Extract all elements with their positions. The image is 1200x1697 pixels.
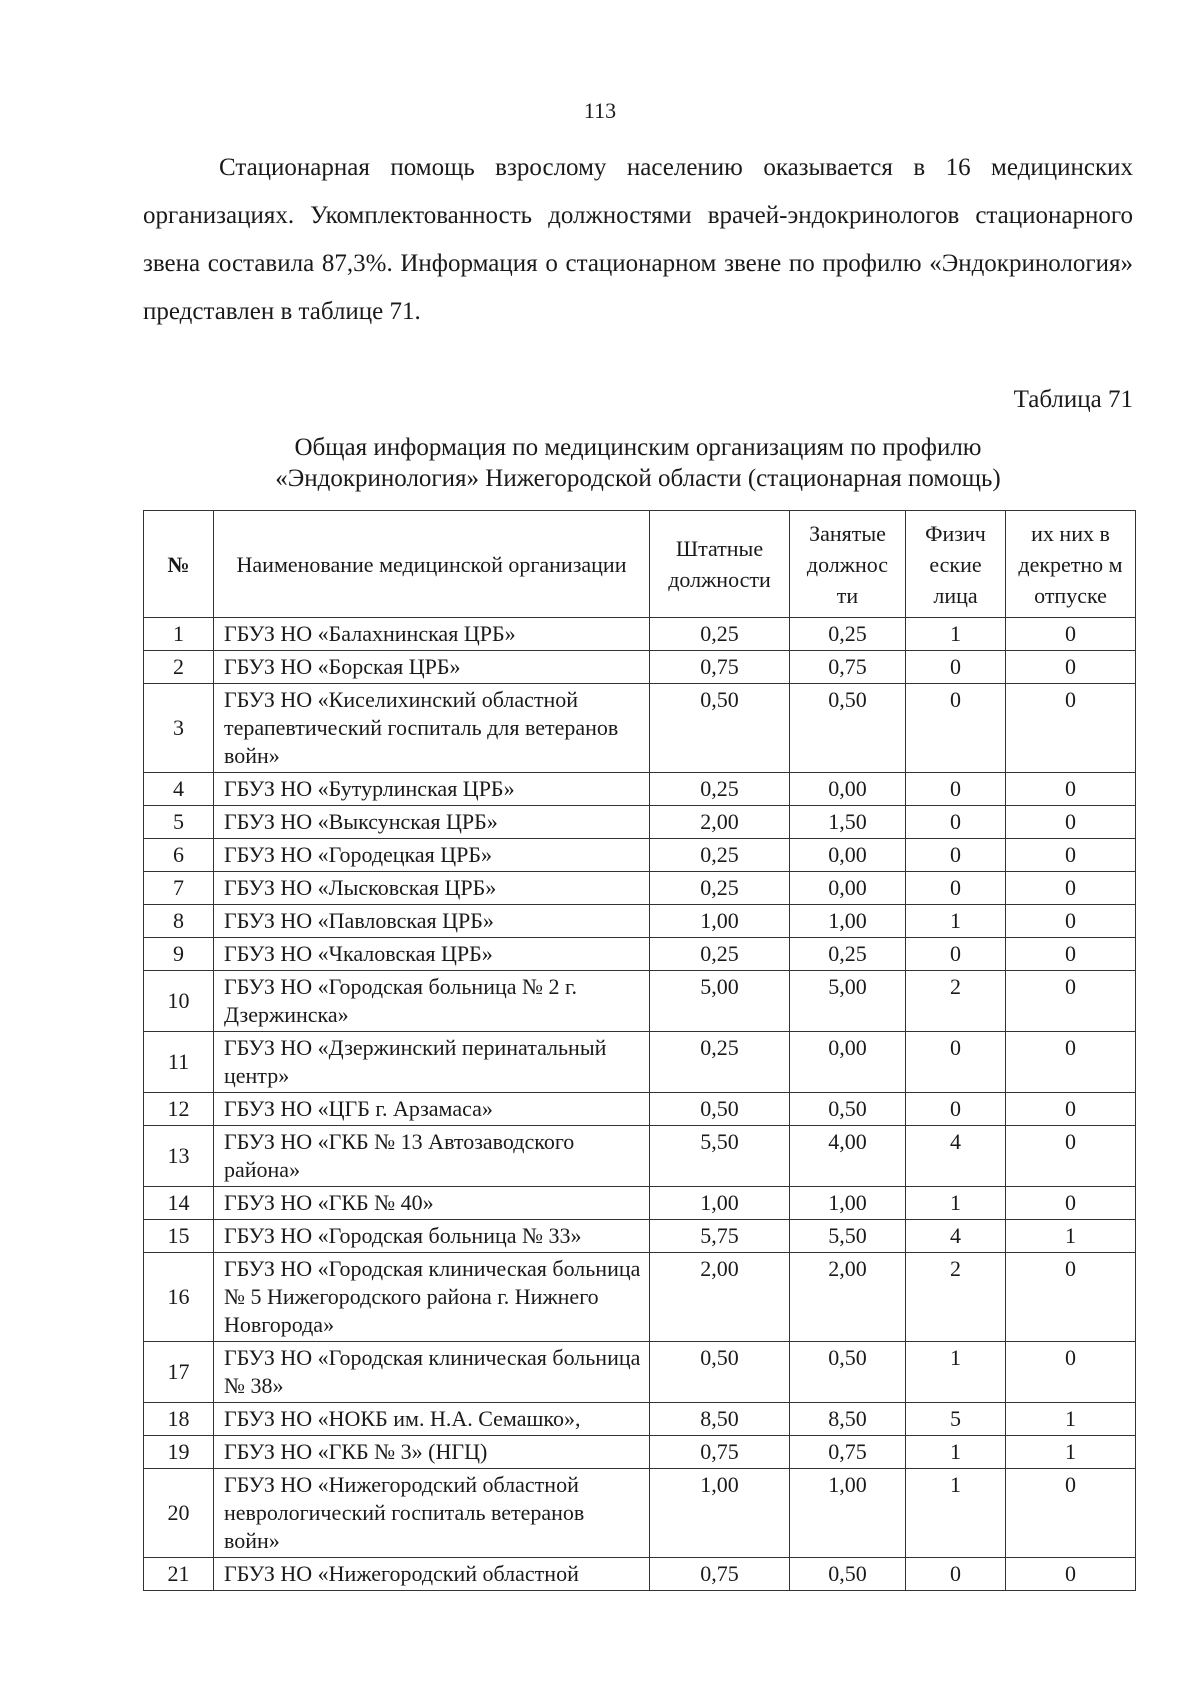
cell-staff-positions: 0,25 xyxy=(650,1032,790,1093)
cell-occupied-positions: 0,75 xyxy=(790,1436,906,1469)
cell-number: 20 xyxy=(144,1469,214,1558)
cell-organization-name: ГБУЗ НО «Дзержинский перинатальный центр» xyxy=(214,1032,650,1093)
cell-occupied-positions: 5,50 xyxy=(790,1220,906,1253)
cell-organization-name: ГБУЗ НО «Городская больница № 2 г. Дзержинска» xyxy=(214,971,650,1032)
cell-staff-positions: 1,00 xyxy=(650,1469,790,1558)
cell-number: 12 xyxy=(144,1093,214,1126)
cell-organization-name: ГБУЗ НО «Нижегородский областной xyxy=(214,1558,650,1591)
cell-staff-positions: 5,00 xyxy=(650,971,790,1032)
cell-number: 5 xyxy=(144,806,214,839)
table-row xyxy=(144,651,1136,684)
cell-organization-name: ГБУЗ НО «Бутурлинская ЦРБ» xyxy=(214,773,650,806)
intro-paragraph: Стационарная помощь взрослому населению оказывается в 16 медицинских организациях. Укомплектованность должностями врачей-эндокринологов стационарного звена составила 87,3%. Информация о стационарном звене по профилю «Эндокринология» представлен в таблице 71. xyxy=(143,154,1133,325)
table-row xyxy=(144,1342,1136,1403)
cell-occupied-positions: 0,75 xyxy=(790,651,906,684)
cell-occupied-positions: 1,00 xyxy=(790,1187,906,1220)
cell-physical-persons: 0 xyxy=(906,1032,1006,1093)
cell-maternity-leave: 0 xyxy=(1006,1469,1136,1558)
cell-physical-persons: 1 xyxy=(906,1436,1006,1469)
cell-staff-positions: 0,50 xyxy=(650,684,790,773)
cell-staff-positions: 0,75 xyxy=(650,1436,790,1469)
header-maternity-leave: их них в декретно м отпуске xyxy=(1006,511,1136,618)
cell-physical-persons: 2 xyxy=(906,971,1006,1032)
cell-occupied-positions: 0,50 xyxy=(790,684,906,773)
table-row xyxy=(144,773,1136,806)
cell-organization-name: ГБУЗ НО «НОКБ им. Н.А. Семашко», xyxy=(214,1403,650,1436)
cell-physical-persons: 0 xyxy=(906,1558,1006,1591)
cell-physical-persons: 1 xyxy=(906,905,1006,938)
cell-organization-name: ГБУЗ НО «ГКБ № 3» (НГЦ) xyxy=(214,1436,650,1469)
cell-organization-name: ГБУЗ НО «Выксунская ЦРБ» xyxy=(214,806,650,839)
cell-occupied-positions: 0,50 xyxy=(790,1342,906,1403)
cell-organization-name: ГБУЗ НО «Борская ЦРБ» xyxy=(214,651,650,684)
cell-maternity-leave: 1 xyxy=(1006,1220,1136,1253)
cell-number: 9 xyxy=(144,938,214,971)
cell-physical-persons: 0 xyxy=(906,839,1006,872)
cell-physical-persons: 4 xyxy=(906,1220,1006,1253)
cell-maternity-leave: 0 xyxy=(1006,938,1136,971)
cell-physical-persons: 2 xyxy=(906,1253,1006,1342)
table-row xyxy=(144,971,1136,1032)
table-row xyxy=(144,839,1136,872)
cell-maternity-leave: 0 xyxy=(1006,839,1136,872)
cell-maternity-leave: 1 xyxy=(1006,1403,1136,1436)
cell-maternity-leave: 0 xyxy=(1006,806,1136,839)
cell-number: 11 xyxy=(144,1032,214,1093)
cell-organization-name: ГБУЗ НО «ГКБ № 40» xyxy=(214,1187,650,1220)
header-occupied-positions: Занятые должнос ти xyxy=(790,511,906,618)
cell-staff-positions: 8,50 xyxy=(650,1403,790,1436)
cell-occupied-positions: 0,00 xyxy=(790,773,906,806)
cell-physical-persons: 5 xyxy=(906,1403,1006,1436)
cell-staff-positions: 0,50 xyxy=(650,1342,790,1403)
organizations-table xyxy=(143,510,1136,1591)
cell-organization-name: ГБУЗ НО «Городецкая ЦРБ» xyxy=(214,839,650,872)
cell-physical-persons: 1 xyxy=(906,1342,1006,1403)
cell-number: 8 xyxy=(144,905,214,938)
cell-staff-positions: 0,75 xyxy=(650,651,790,684)
table-row xyxy=(144,1093,1136,1126)
cell-physical-persons: 0 xyxy=(906,872,1006,905)
cell-physical-persons: 1 xyxy=(906,1469,1006,1558)
cell-organization-name: ГБУЗ НО «Городская клиническая больница № 5 Нижегородского района г. Нижнего Новгорода» xyxy=(214,1253,650,1342)
cell-number: 13 xyxy=(144,1126,214,1187)
cell-organization-name: ГБУЗ НО «ЦГБ г. Арзамаса» xyxy=(214,1093,650,1126)
cell-staff-positions: 0,75 xyxy=(650,1558,790,1591)
cell-staff-positions: 5,50 xyxy=(650,1126,790,1187)
table-body xyxy=(144,618,1136,1591)
cell-physical-persons: 1 xyxy=(906,1187,1006,1220)
cell-occupied-positions: 0,00 xyxy=(790,1032,906,1093)
cell-maternity-leave: 0 xyxy=(1006,684,1136,773)
cell-maternity-leave: 0 xyxy=(1006,618,1136,651)
table-row xyxy=(144,684,1136,773)
cell-occupied-positions: 1,00 xyxy=(790,1469,906,1558)
table-row xyxy=(144,1253,1136,1342)
cell-staff-positions: 2,00 xyxy=(650,806,790,839)
cell-occupied-positions: 0,00 xyxy=(790,872,906,905)
cell-number: 4 xyxy=(144,773,214,806)
cell-organization-name: ГБУЗ НО «Балахнинская ЦРБ» xyxy=(214,618,650,651)
cell-occupied-positions: 0,25 xyxy=(790,938,906,971)
page-number: 113 xyxy=(583,98,617,123)
cell-number: 3 xyxy=(144,684,214,773)
cell-occupied-positions: 1,50 xyxy=(790,806,906,839)
table-row xyxy=(144,1403,1136,1436)
cell-staff-positions: 0,25 xyxy=(650,938,790,971)
cell-organization-name: ГБУЗ НО «Чкаловская ЦРБ» xyxy=(214,938,650,971)
cell-organization-name: ГБУЗ НО «Городская клиническая больница № 38» xyxy=(214,1342,650,1403)
cell-number: 1 xyxy=(144,618,214,651)
cell-physical-persons: 1 xyxy=(906,618,1006,651)
cell-occupied-positions: 4,00 xyxy=(790,1126,906,1187)
cell-maternity-leave: 0 xyxy=(1006,651,1136,684)
cell-physical-persons: 0 xyxy=(906,806,1006,839)
cell-physical-persons: 4 xyxy=(906,1126,1006,1187)
cell-maternity-leave: 0 xyxy=(1006,905,1136,938)
table-title xyxy=(143,432,1133,494)
cell-number: 17 xyxy=(144,1342,214,1403)
cell-staff-positions: 0,25 xyxy=(650,618,790,651)
cell-number: 15 xyxy=(144,1220,214,1253)
cell-staff-positions: 1,00 xyxy=(650,1187,790,1220)
cell-physical-persons: 0 xyxy=(906,1093,1006,1126)
table-row xyxy=(144,1032,1136,1093)
table-row xyxy=(144,938,1136,971)
header-organization-name: Наименование медицинской организации xyxy=(214,511,650,618)
cell-maternity-leave: 0 xyxy=(1006,1253,1136,1342)
header-number: № xyxy=(144,511,214,618)
cell-physical-persons: 0 xyxy=(906,684,1006,773)
cell-maternity-leave: 0 xyxy=(1006,1093,1136,1126)
cell-staff-positions: 1,00 xyxy=(650,905,790,938)
cell-physical-persons: 0 xyxy=(906,651,1006,684)
table-row xyxy=(144,1436,1136,1469)
cell-staff-positions: 0,50 xyxy=(650,1093,790,1126)
cell-number: 6 xyxy=(144,839,214,872)
cell-maternity-leave: 0 xyxy=(1006,1032,1136,1093)
table-row xyxy=(144,905,1136,938)
cell-maternity-leave: 0 xyxy=(1006,1126,1136,1187)
cell-maternity-leave: 1 xyxy=(1006,1436,1136,1469)
header-physical-persons: Физич еские лица xyxy=(906,511,1006,618)
cell-maternity-leave: 0 xyxy=(1006,1558,1136,1591)
cell-physical-persons: 0 xyxy=(906,938,1006,971)
cell-maternity-leave: 0 xyxy=(1006,971,1136,1032)
cell-occupied-positions: 0,50 xyxy=(790,1093,906,1126)
cell-staff-positions: 5,75 xyxy=(650,1220,790,1253)
cell-organization-name: ГБУЗ НО «Киселихинский областной терапевтический госпиталь для ветеранов войн» xyxy=(214,684,650,773)
cell-maternity-leave: 0 xyxy=(1006,1342,1136,1403)
table-row xyxy=(144,806,1136,839)
cell-occupied-positions: 0,50 xyxy=(790,1558,906,1591)
cell-number: 18 xyxy=(144,1403,214,1436)
cell-organization-name: ГБУЗ НО «Нижегородский областной неврологический госпиталь ветеранов войн» xyxy=(214,1469,650,1558)
cell-occupied-positions: 5,00 xyxy=(790,971,906,1032)
cell-physical-persons: 0 xyxy=(906,773,1006,806)
table-title-line-2: «Эндокринология» Нижегородской области (стационарная помощь) xyxy=(275,465,1001,492)
table-row xyxy=(144,1469,1136,1558)
cell-occupied-positions: 0,25 xyxy=(790,618,906,651)
cell-staff-positions: 2,00 xyxy=(650,1253,790,1342)
table-row xyxy=(144,872,1136,905)
cell-number: 19 xyxy=(144,1436,214,1469)
cell-organization-name: ГБУЗ НО «Павловская ЦРБ» xyxy=(214,905,650,938)
table-header-row xyxy=(144,511,1136,618)
table-row xyxy=(144,1126,1136,1187)
cell-number: 16 xyxy=(144,1253,214,1342)
cell-number: 7 xyxy=(144,872,214,905)
cell-organization-name: ГБУЗ НО «Лысковская ЦРБ» xyxy=(214,872,650,905)
table-row xyxy=(144,618,1136,651)
table-label: Таблица 71 xyxy=(1013,386,1133,413)
table-title-line-1: Общая информация по медицинским организациям по профилю xyxy=(294,434,982,461)
cell-number: 21 xyxy=(144,1558,214,1591)
header-staff-positions: Штатные должности xyxy=(650,511,790,618)
table-row xyxy=(144,1220,1136,1253)
cell-organization-name: ГБУЗ НО «ГКБ № 13 Автозаводского района» xyxy=(214,1126,650,1187)
cell-occupied-positions: 1,00 xyxy=(790,905,906,938)
cell-occupied-positions: 0,00 xyxy=(790,839,906,872)
cell-organization-name: ГБУЗ НО «Городская больница № 33» xyxy=(214,1220,650,1253)
cell-staff-positions: 0,25 xyxy=(650,839,790,872)
cell-staff-positions: 0,25 xyxy=(650,773,790,806)
cell-maternity-leave: 0 xyxy=(1006,872,1136,905)
cell-maternity-leave: 0 xyxy=(1006,773,1136,806)
cell-maternity-leave: 0 xyxy=(1006,1187,1136,1220)
cell-number: 10 xyxy=(144,971,214,1032)
cell-occupied-positions: 8,50 xyxy=(790,1403,906,1436)
cell-number: 2 xyxy=(144,651,214,684)
cell-occupied-positions: 2,00 xyxy=(790,1253,906,1342)
table-row xyxy=(144,1187,1136,1220)
table-row xyxy=(144,1558,1136,1591)
cell-number: 14 xyxy=(144,1187,214,1220)
cell-staff-positions: 0,25 xyxy=(650,872,790,905)
